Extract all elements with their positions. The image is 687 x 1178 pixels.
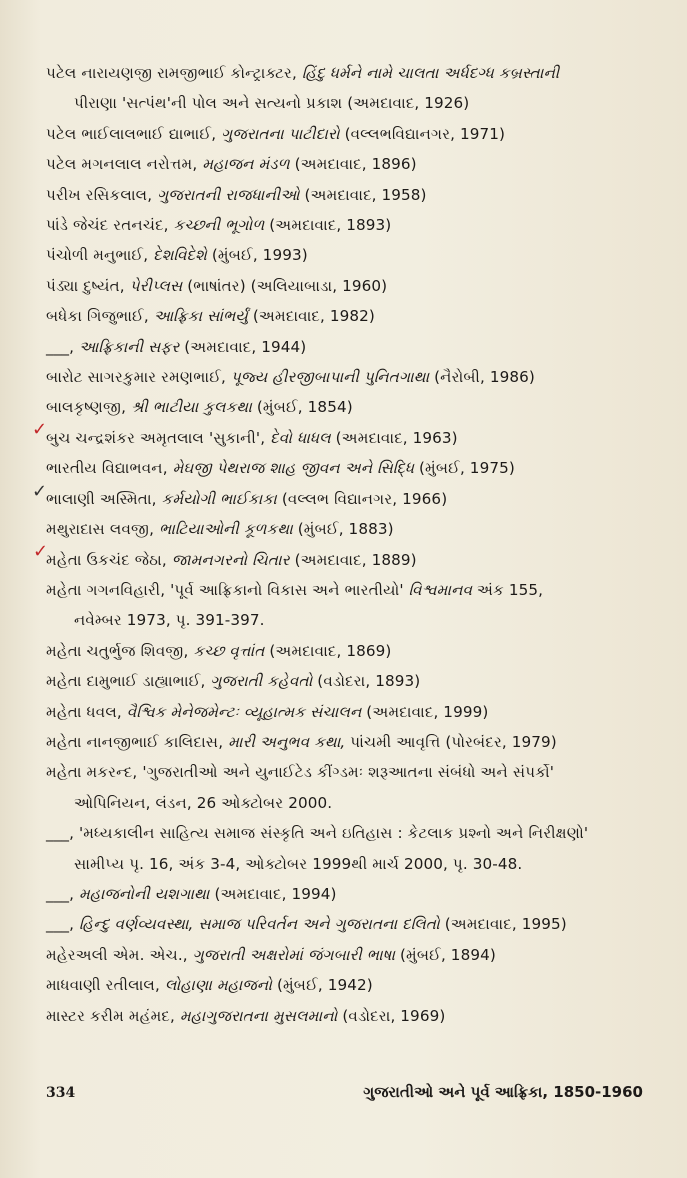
entry-title: ગુજરાતી અક્ષરોમાં જંગબારી ભાષા	[192, 945, 396, 964]
entry-continuation: સામીપ્ય પૃ. 16, અંક 3-4, ઓક્ટોબર 1999થી માર્ચ 2000, પૃ. 30-48.	[74, 854, 523, 873]
bib-entry	[46, 757, 646, 818]
bib-entry	[46, 909, 646, 939]
entry-publication: (મુંબઈ, 1942)	[276, 976, 373, 995]
bib-entry	[46, 970, 646, 1000]
bib-entry	[46, 666, 646, 696]
entry-title: વૈશ્વિક મેનેજમેન્ટઃ વ્યૂહાત્મક સંચાલન	[126, 702, 362, 721]
entry-title: ભાટિયાઓની કૂળકથા	[159, 520, 293, 539]
bib-entry	[46, 149, 646, 179]
bib-entry	[46, 1001, 646, 1031]
entry-author: પંડ્યા દુષ્યંત,	[46, 276, 125, 295]
entry-author: મહેતા ઉકચંદ જેઠા,	[46, 550, 167, 569]
entry-author: ___,	[46, 337, 75, 356]
entry-title: મારી અનુભવ કથા,	[228, 732, 346, 751]
entry-title: ગુજરાતના પાટીદારો	[221, 124, 340, 143]
bib-entry	[46, 818, 646, 879]
bib-entry	[46, 453, 646, 483]
entry-title: મહાજનોની યશગાથા	[78, 884, 210, 903]
bib-entry	[46, 727, 646, 757]
page-footer	[46, 1083, 643, 1101]
entry-continuation: ઓપિનિયન, લંડન, 26 ઓક્ટોબર 2000.	[74, 793, 333, 812]
entry-publication: (અમદાવાદ, 1889)	[294, 550, 417, 569]
entry-publication: (વડોદરા, 1893)	[317, 672, 421, 691]
entry-title: ગુજરાતી કહેવતો	[210, 672, 313, 691]
entry-publication: (અમદાવાદ, 1944)	[184, 337, 307, 356]
entry-author: બારોટ સાગરકુમાર રમણભાઈ,	[46, 368, 226, 387]
entry-publication: (અમદાવાદ, 1893)	[269, 216, 392, 235]
entry-publication: (અમદાવાદ, 1994)	[214, 884, 337, 903]
entry-publication: (અમદાવાદ, 1963)	[335, 428, 458, 447]
entry-publication: (મુંબઈ, 1854)	[256, 398, 353, 417]
entry-author: મહેરઅલી એમ. એચ.,	[46, 945, 188, 964]
entry-author: માધવાણી રતીલાલ,	[46, 976, 160, 995]
entry-publication: (અમદાવાદ, 1869)	[269, 641, 392, 660]
entry-title: વિશ્વમાનવ	[408, 580, 473, 599]
bib-entry	[46, 58, 646, 119]
entry-title: જામનગરનો ચિતાર	[171, 550, 290, 569]
entry-author: બાલકૃષ્ણજી,	[46, 398, 127, 417]
entry-publication: (અમદાવાદ, 1896)	[294, 155, 417, 174]
entry-title: ગુજરાતની રાજધાનીઓ	[157, 185, 300, 204]
bib-entry	[46, 484, 646, 514]
bib-entry	[46, 636, 646, 666]
entry-author: ___,	[46, 915, 75, 934]
entry-title: શ્રી ભાટીયા કુલકથા	[131, 398, 252, 417]
entry-publication: (અમદાવાદ, 1999)	[366, 702, 489, 721]
entry-author: માસ્ટર કરીમ મહંમદ,	[46, 1006, 175, 1025]
bib-entry	[46, 210, 646, 240]
bib-entry	[46, 575, 646, 636]
bib-entry	[46, 271, 646, 301]
entry-author: બુચ ચન્દ્રશંકર અમૃતલાલ 'સુકાની',	[46, 428, 266, 447]
entry-author: પટેલ નારાયણજી રામજીભાઈ કોન્ટ્રાક્ટર,	[46, 64, 297, 82]
entry-author: મહેતા ગગનવિહારી,	[46, 580, 166, 599]
bib-entry	[46, 879, 646, 909]
entry-author: મથુરાદાસ લવજી,	[46, 520, 155, 539]
page-number: 334	[46, 1085, 76, 1101]
entry-author: મહેતા નાનજીભાઈ કાલિદાસ,	[46, 732, 224, 751]
entry-author: ભાલાણી અસ્મિતા,	[46, 489, 157, 508]
entry-publication: (નૈરોબી, 1986)	[434, 368, 535, 387]
entry-author: મહેતા દામુભાઈ ડાહ્યાભાઈ,	[46, 672, 206, 691]
entry-author: મહેતા ધવલ,	[46, 702, 122, 721]
entry-publication: (અમદાવાદ, 1958)	[304, 185, 427, 204]
red-tick-mark: ✓	[32, 419, 48, 440]
red-tick-mark: ✓	[33, 541, 49, 562]
entry-publication: (અમદાવાદ, 1995)	[444, 915, 567, 934]
bib-entry	[46, 514, 646, 544]
entry-title: કચ્છની ભૂગોળ	[173, 216, 265, 235]
entry-title: હિન્દુ વર્ણવ્યવસ્થા, સમાજ પરિવર્તન અને ગુજરાતના દલિતો	[78, 915, 440, 934]
entry-publication: (મુંબઈ, 1883)	[297, 520, 394, 539]
bib-entry	[46, 940, 646, 970]
running-title: ગુજરાતીઓ અને પૂર્વ આફ્રિકા, 1850-1960	[363, 1083, 643, 1101]
entry-title: પૂજ્ય હીરજીબાપાની પુનિતગાથા	[230, 368, 430, 387]
entry-title: આફ્રિકાની સફર	[78, 337, 180, 356]
entry-author: મહેતા ચતુર્ભુજ શિવજી,	[46, 641, 189, 660]
entry-publication: (મુંબઈ, 1975)	[418, 459, 515, 478]
entry-author: બધેકા ગિજુભાઈ,	[46, 307, 149, 326]
entry-publication: (મુંબઈ, 1993)	[211, 246, 308, 265]
entry-author: પટેલ મગનલાલ નરોત્તમ,	[46, 155, 198, 174]
entry-title: મેઘજી પેથરાજ શાહ જીવન અને સિદ્ધિ	[172, 459, 415, 478]
entry-title: હિંદુ ધર્મને નામે ચાલતા અર્ધદગ્ધ કબ્રસ્તાની	[301, 64, 560, 82]
entry-publication: (વલ્લભવિદ્યાનગર, 1971)	[344, 124, 506, 143]
entry-title: લોહાણા મહાજનો	[164, 976, 272, 995]
entry-issue: અંક 155,	[476, 580, 544, 599]
bib-entry	[46, 362, 646, 392]
entry-title: દેશવિદેશે	[153, 246, 207, 265]
entry-title: દેવો ધાધલ	[270, 428, 331, 447]
bib-entry	[46, 423, 646, 453]
entry-author: પરીખ રસિકલાલ,	[46, 185, 153, 204]
entry-author: ___,	[46, 824, 75, 843]
entry-author: ___,	[46, 884, 75, 903]
entry-publication: (વડોદરા, 1969)	[342, 1006, 446, 1025]
bibliography-list	[46, 58, 646, 1031]
entry-title: આફ્રિકા સાંભર્યું	[153, 307, 248, 326]
entry-title: મહાજન મંડળ	[202, 155, 290, 174]
entry-continuation: પીરાણા 'સત્પંથ'ની પોલ અને સત્યનો પ્રકાશ (અમદાવાદ, 1926)	[74, 94, 470, 113]
pencil-tick-mark: ✓	[32, 481, 48, 502]
bib-entry	[46, 240, 646, 270]
entry-publication: (અમદાવાદ, 1982)	[252, 307, 375, 326]
bib-entry	[46, 392, 646, 422]
entry-title: કચ્છ વૃત્તાંત	[193, 641, 265, 660]
entry-publication: (મુંબઈ, 1894)	[399, 945, 496, 964]
entry-title: કર્મયોગી ભાઈકાકા	[161, 489, 277, 508]
entry-author: મહેતા મકરન્દ,	[46, 763, 138, 782]
entry-publication: પાંચમી આવૃત્તિ (પોરબંદર, 1979)	[350, 732, 557, 751]
entry-author: પાંડે જેચંદ રતનચંદ,	[46, 216, 169, 235]
entry-article-title: 'મધ્યકાલીન સાહિત્ય સમાજ સંસ્કૃતિ અને ઇતિહાસ : કેટલાક પ્રશ્નો અને નિરીક્ષણો'	[78, 824, 589, 843]
entry-article-title: 'ગુજરાતીઓ અને યુનાઈટેડ કીંગ્ડમઃ શરૂઆતના સંબંધો અને સંપર્કો'	[142, 763, 554, 782]
entry-title: પેરીપ્લસ	[129, 276, 183, 295]
entry-publication: (ભાષાંતર) (અલિયાબાડા, 1960)	[187, 276, 388, 295]
entry-author: પટેલ ભાઈલાલભાઈ દ્યાભાઈ,	[46, 124, 217, 143]
bib-entry	[46, 545, 646, 575]
bib-entry	[46, 180, 646, 210]
bib-entry	[46, 301, 646, 331]
entry-publication: (વલ્લભ વિદ્યાનગર, 1966)	[281, 489, 448, 508]
bib-entry	[46, 119, 646, 149]
entry-article-title: 'પૂર્વ આફ્રિકાનો વિકાસ અને ભારતીયો'	[170, 580, 404, 599]
entry-author: ભારતીય વિદ્યાભવન,	[46, 459, 168, 478]
entry-author: પંચોળી મનુભાઈ,	[46, 246, 149, 265]
entry-continuation: નવેમ્બર 1973, પૃ. 391-397.	[74, 611, 265, 630]
entry-title: મહાગુજરાતના મુસલમાનો	[179, 1006, 338, 1025]
bib-entry	[46, 697, 646, 727]
bib-entry	[46, 332, 646, 362]
